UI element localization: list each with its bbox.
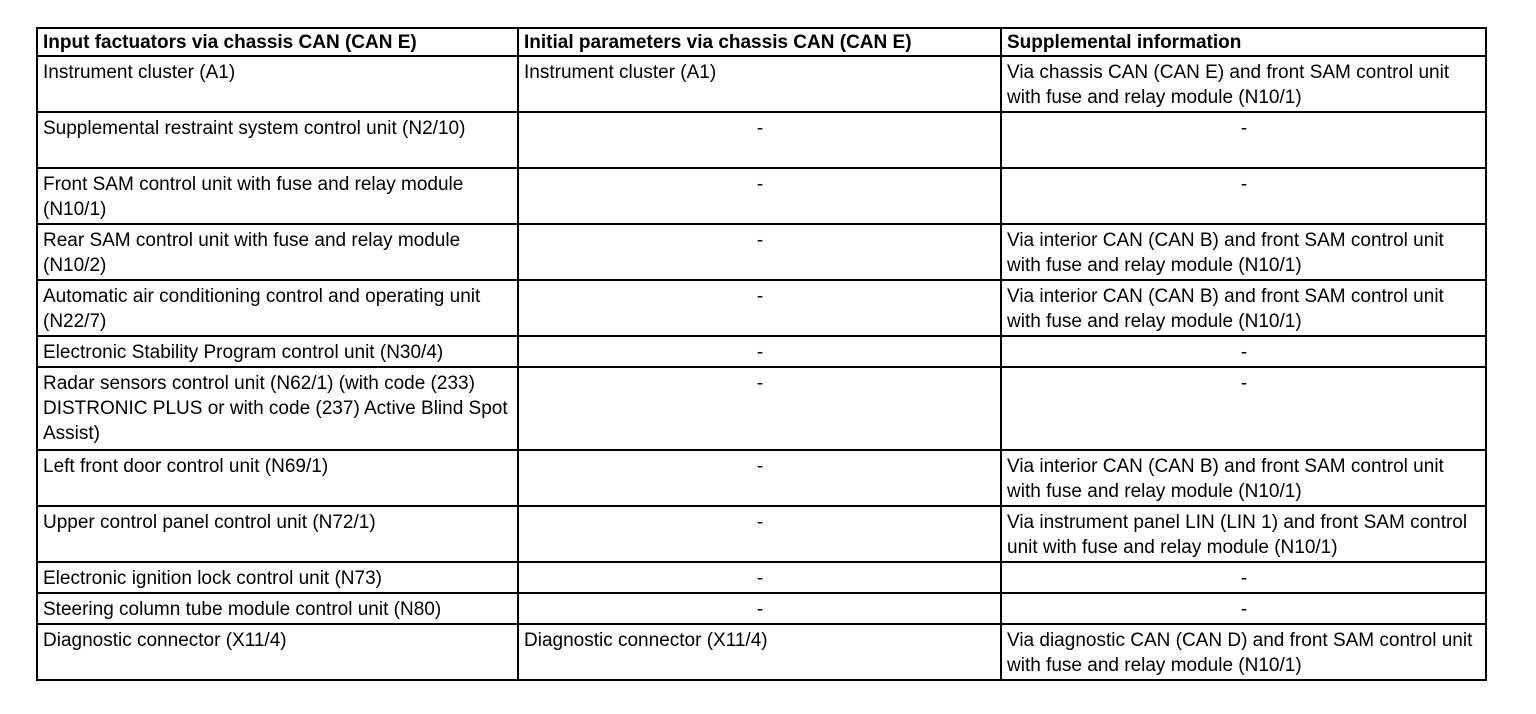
table-cell: Instrument cluster (A1) (518, 56, 1001, 112)
column-header: Input factuators via chassis CAN (CAN E) (37, 28, 518, 56)
table-cell: Supplemental restraint system control unit (N2/10) (37, 112, 518, 168)
table-row (37, 624, 1486, 680)
table-row (37, 450, 1486, 506)
table-cell: - (518, 450, 1001, 506)
parameters-table (36, 27, 1487, 681)
table-cell: Automatic air conditioning control and operating unit (N22/7) (37, 280, 518, 336)
table-cell: - (518, 280, 1001, 336)
table-cell: Diagnostic connector (X11/4) (37, 624, 518, 680)
table-cell: Via interior CAN (CAN B) and front SAM control unit with fuse and relay module (N10/1) (1001, 450, 1486, 506)
table-cell: - (1001, 168, 1486, 224)
table-cell: Instrument cluster (A1) (37, 56, 518, 112)
table-cell: Via chassis CAN (CAN E) and front SAM control unit with fuse and relay module (N10/1) (1001, 56, 1486, 112)
table-cell: Left front door control unit (N69/1) (37, 450, 518, 506)
table-cell: - (518, 112, 1001, 168)
table-cell: Via interior CAN (CAN B) and front SAM control unit with fuse and relay module (N10/1) (1001, 224, 1486, 280)
table-row (37, 280, 1486, 336)
table-cell: Via diagnostic CAN (CAN D) and front SAM control unit with fuse and relay module (N10/1) (1001, 624, 1486, 680)
table-cell: Via instrument panel LIN (LIN 1) and front SAM control unit with fuse and relay module (N10/1) (1001, 506, 1486, 562)
table-cell: - (518, 168, 1001, 224)
table-cell: - (518, 593, 1001, 624)
table-row (37, 224, 1486, 280)
table-row (37, 367, 1486, 450)
table-cell: - (518, 224, 1001, 280)
column-header: Supplemental information (1001, 28, 1486, 56)
table-cell: - (1001, 112, 1486, 168)
table-row (37, 506, 1486, 562)
table-cell: Electronic ignition lock control unit (N73) (37, 562, 518, 593)
table-cell: Via interior CAN (CAN B) and front SAM control unit with fuse and relay module (N10/1) (1001, 280, 1486, 336)
table-row (37, 56, 1486, 112)
table-row (37, 168, 1486, 224)
table-cell: - (518, 506, 1001, 562)
table-cell: - (518, 336, 1001, 367)
table-cell: - (518, 562, 1001, 593)
table-cell: - (1001, 367, 1486, 450)
table-cell: Upper control panel control unit (N72/1) (37, 506, 518, 562)
table-cell: - (1001, 562, 1486, 593)
table-cell: Radar sensors control unit (N62/1) (with code (233) DISTRONIC PLUS or with code (237) Active Blind Spot Assist) (37, 367, 518, 450)
table-row (37, 593, 1486, 624)
table-row (37, 562, 1486, 593)
table-cell: Diagnostic connector (X11/4) (518, 624, 1001, 680)
column-header: Initial parameters via chassis CAN (CAN E) (518, 28, 1001, 56)
table-cell: - (1001, 593, 1486, 624)
table-cell: Rear SAM control unit with fuse and relay module (N10/2) (37, 224, 518, 280)
table-row (37, 336, 1486, 367)
table-cell: Front SAM control unit with fuse and relay module (N10/1) (37, 168, 518, 224)
table-header-row (37, 28, 1486, 56)
table-cell: - (518, 367, 1001, 450)
table-cell: Steering column tube module control unit (N80) (37, 593, 518, 624)
table-cell: - (1001, 336, 1486, 367)
table-cell: Electronic Stability Program control unit (N30/4) (37, 336, 518, 367)
table-row (37, 112, 1486, 168)
